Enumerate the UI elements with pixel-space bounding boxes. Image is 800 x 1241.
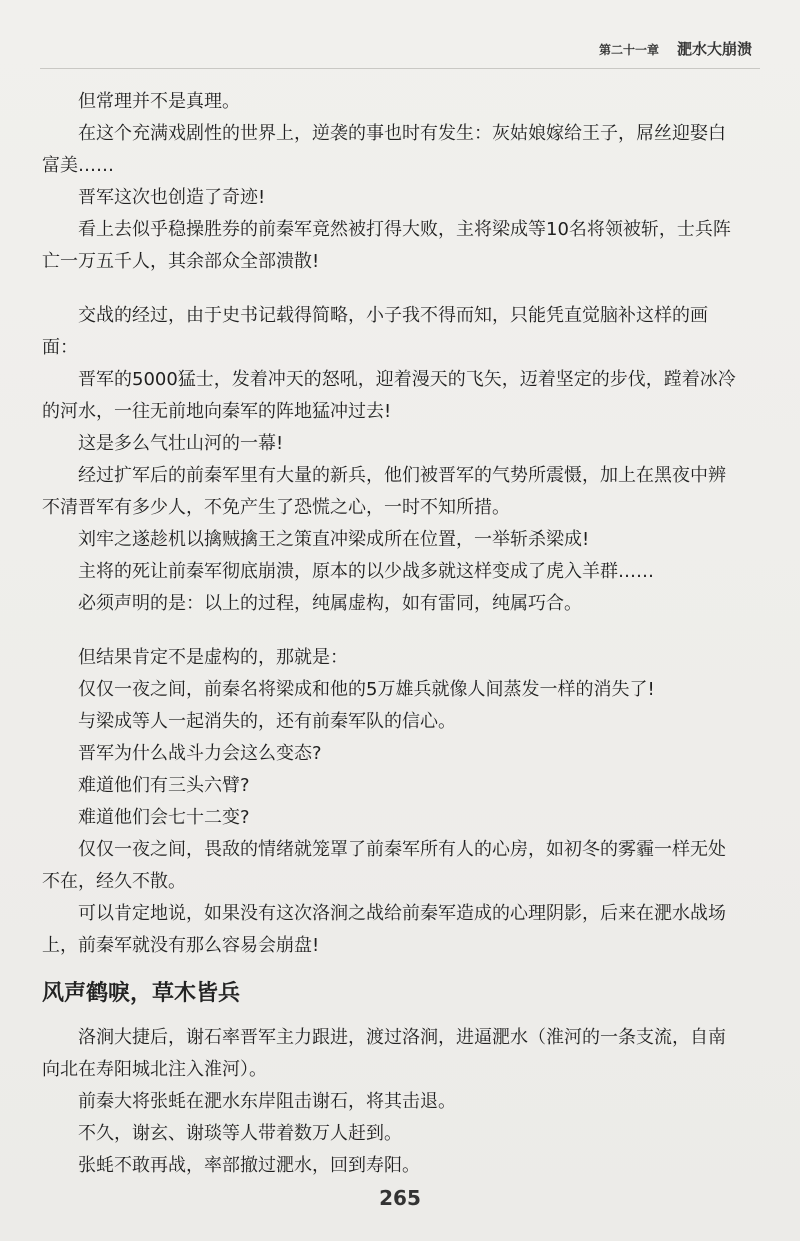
paragraph: 难道他们有三头六臂? — [78, 775, 250, 796]
paragraph: 看上去似乎稳操胜券的前秦军竟然被打得大败，主将梁成等10名将领被斩，士兵阵亡一万五千人，其余部众全部溃散! — [42, 219, 731, 272]
paragraph: 必须声明的是：以上的过程，纯属虚构，如有雷同，纯属巧合。 — [78, 593, 582, 614]
paragraph: 晋军的5000猛士，发着冲天的怒吼，迎着漫天的飞矢，迈着坚定的步伐，蹚着冰冷的河水，一往无前地向秦军的阵地猛冲过去! — [42, 369, 736, 422]
paragraph: 这是多么气壮山河的一幕! — [78, 433, 284, 454]
paragraph: 与梁成等人一起消失的，还有前秦军队的信心。 — [78, 711, 456, 732]
page-body — [42, 86, 742, 1182]
paragraph: 在这个充满戏剧性的世界上，逆袭的事也时有发生：灰姑娘嫁给王子，屌丝迎娶白富美…… — [42, 123, 726, 176]
header-rule — [40, 68, 760, 69]
paragraph-gap — [42, 620, 742, 642]
paragraph: 前秦大将张蚝在淝水东岸阻击谢石，将其击退。 — [78, 1091, 456, 1112]
paragraph: 可以肯定地说，如果没有这次洛涧之战给前秦军造成的心理阴影，后来在淝水战场上，前秦军就没有那么容易会崩盘! — [42, 903, 726, 956]
paragraph: 主将的死让前秦军彻底崩溃，原本的以少战多就这样变成了虎入羊群…… — [78, 561, 654, 582]
page-number: 265 — [379, 1186, 421, 1210]
paragraph: 但结果肯定不是虚构的，那就是： — [78, 647, 348, 668]
paragraph: 交战的经过，由于史书记载得简略，小子我不得而知，只能凭直觉脑补这样的画面： — [42, 305, 708, 358]
paragraph: 晋军这次也创造了奇迹! — [78, 187, 266, 208]
chapter-title: 淝水大崩溃 — [676, 40, 752, 58]
section-heading: 风声鹤唳，草木皆兵 — [42, 981, 241, 1006]
paragraph: 但常理并不是真理。 — [78, 91, 240, 112]
paragraph-gap — [42, 278, 742, 300]
paragraph: 难道他们会七十二变? — [78, 807, 250, 828]
paragraph: 刘牢之遂趁机以擒贼擒王之策直冲梁成所在位置，一举斩杀梁成! — [78, 529, 590, 550]
paragraph: 洛涧大捷后，谢石率晋军主力跟进，渡过洛涧，进逼淝水（淮河的一条支流，自南向北在寿阳城北注入淮河）。 — [42, 1027, 726, 1080]
paragraph: 晋军为什么战斗力会这么变态? — [78, 743, 322, 764]
paragraph: 张蚝不敢再战，率部撤过淝水，回到寿阳。 — [78, 1155, 420, 1176]
paragraph: 不久，谢玄、谢琰等人带着数万人赶到。 — [78, 1123, 402, 1144]
running-header — [599, 38, 752, 59]
paragraph: 经过扩军后的前秦军里有大量的新兵，他们被晋军的气势所震慑，加上在黑夜中辨不清晋军有多少人，不免产生了恐慌之心，一时不知所措。 — [42, 465, 726, 518]
paragraph: 仅仅一夜之间，畏敌的情绪就笼罩了前秦军所有人的心房，如初冬的雾霾一样无处不在，经久不散。 — [42, 839, 726, 892]
paragraph: 仅仅一夜之间，前秦名将梁成和他的5万雄兵就像人间蒸发一样的消失了! — [78, 679, 655, 700]
chapter-label: 第二十一章 — [598, 43, 659, 57]
